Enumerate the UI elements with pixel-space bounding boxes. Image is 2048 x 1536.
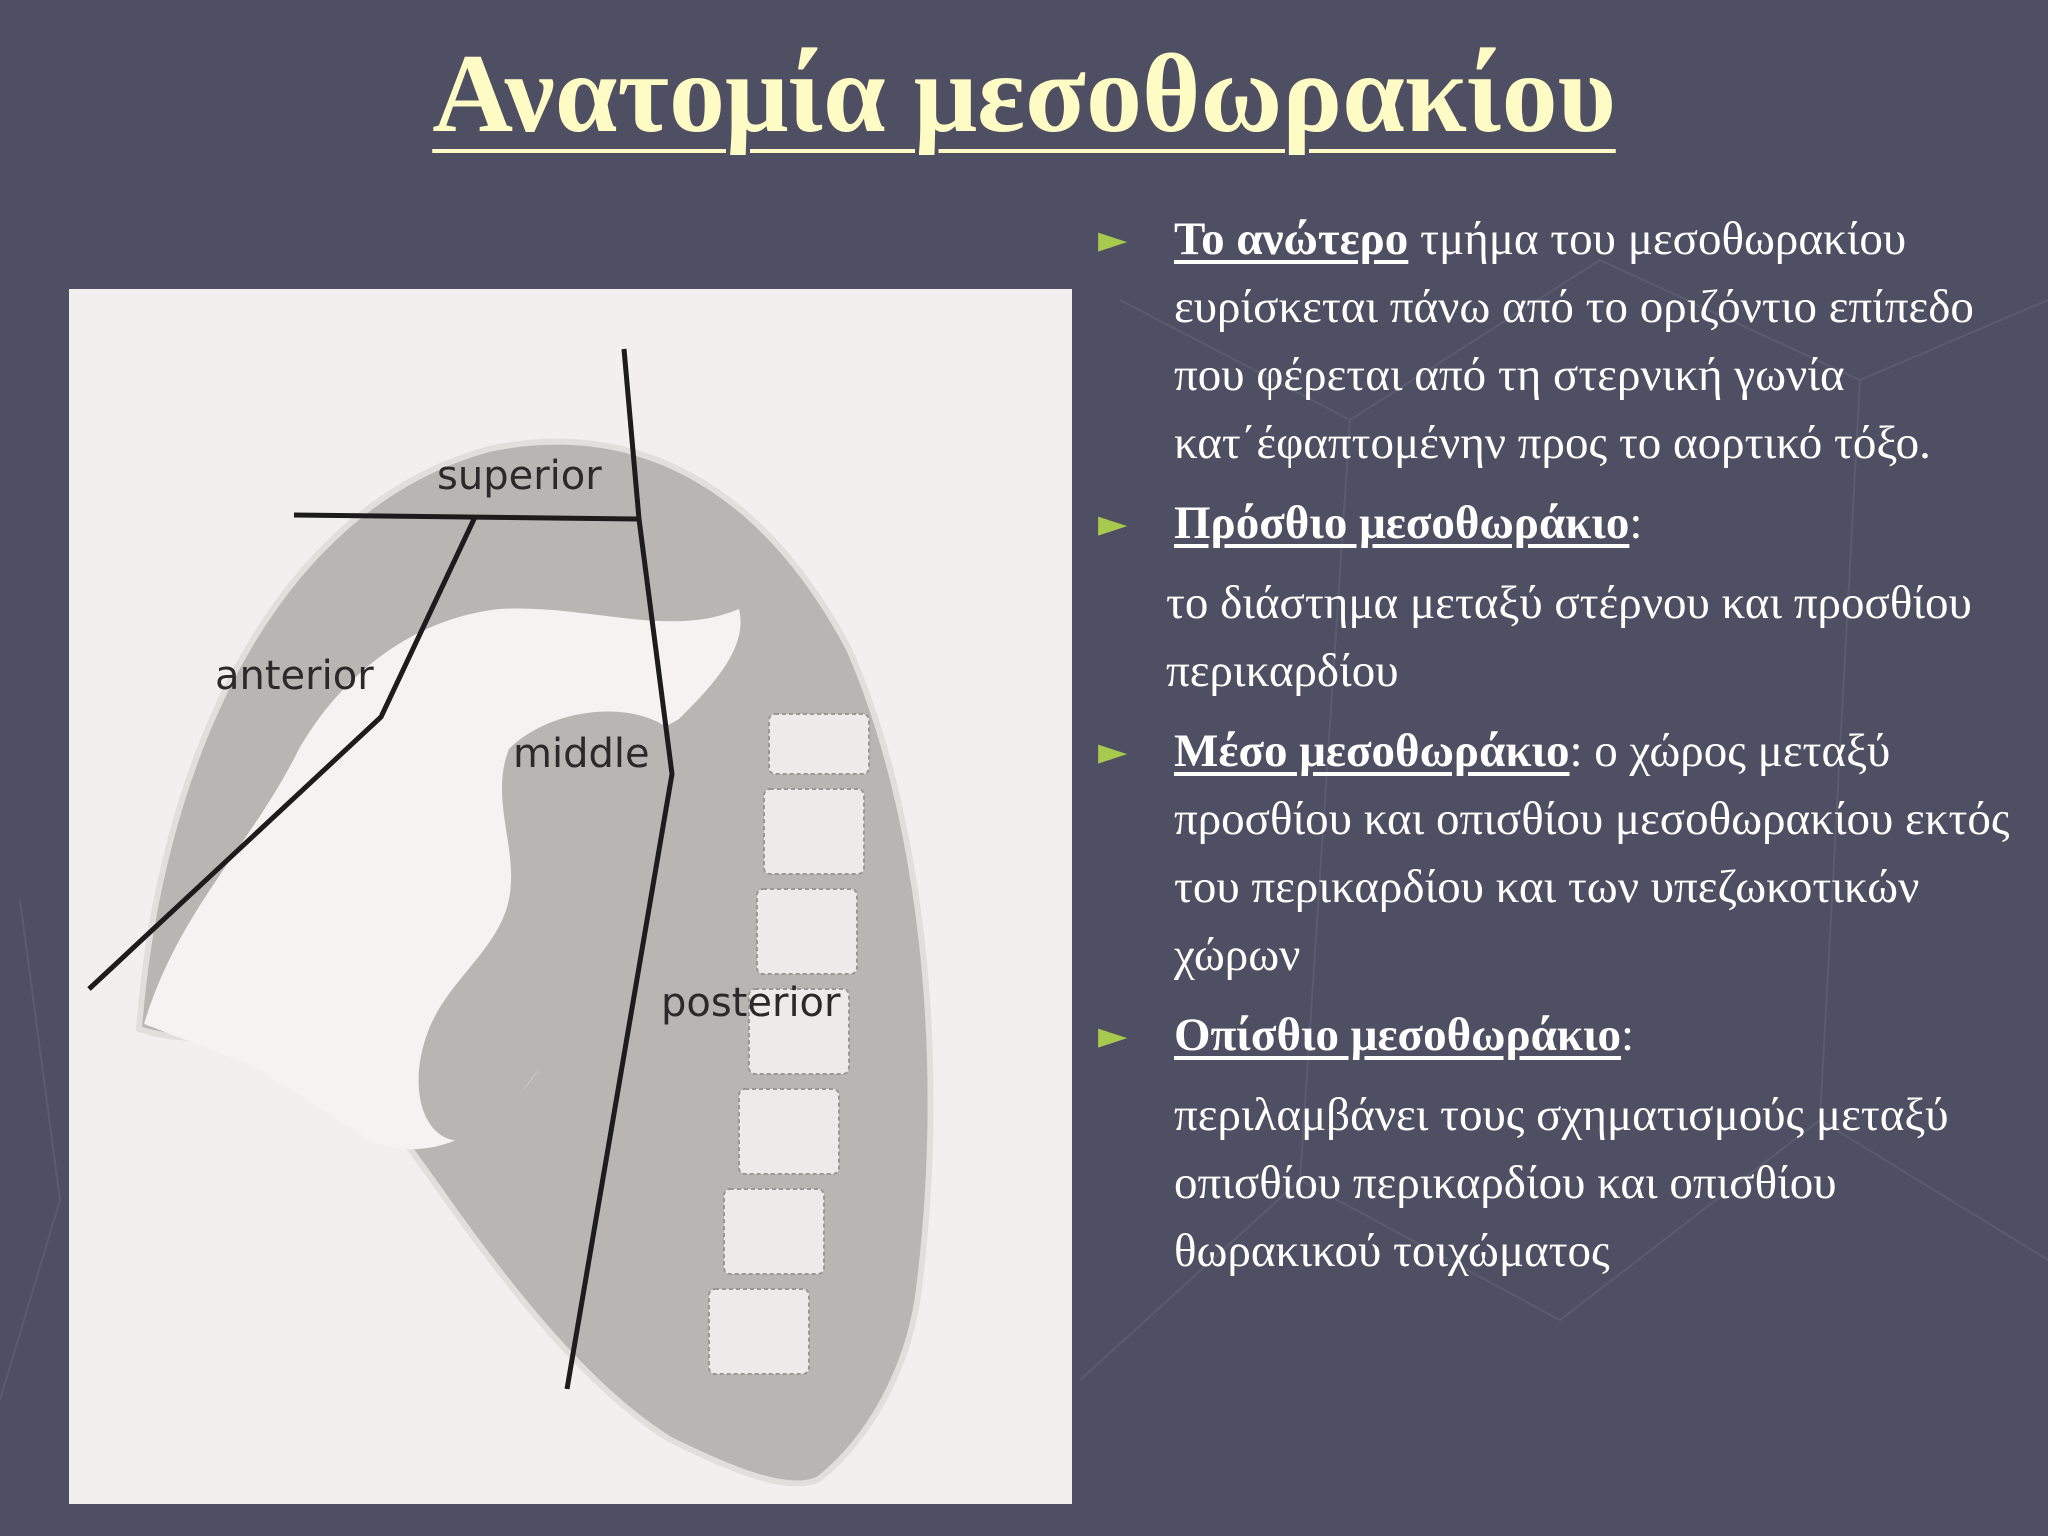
vertebra xyxy=(764,789,864,874)
mediastinum-illustration xyxy=(69,289,1072,1504)
label-middle: middle xyxy=(513,731,650,777)
slide-title: Ανατομία μεσοθωρακίου xyxy=(432,32,1616,156)
bullet-superior xyxy=(1098,205,2038,477)
bullet-sub-text: περιλαμβάνει τους σχηματισμούς μεταξύ οπισθίου περικαρδίου και οπισθίου θωρακικού τοιχώματος xyxy=(1174,1089,1949,1277)
bullet-arrow-icon: ► xyxy=(1098,501,1128,545)
vertebra xyxy=(757,889,857,974)
bullet-text: τμήμα του μεσοθωρακίου ευρίσκεται πάνω από το οριζόντιο επίπεδο που φέρεται από τη στερνική γωνία κατ΄έφαπτομένην προς το αορτικό τόξο. xyxy=(1174,213,1974,469)
bullet-posterior xyxy=(1098,1001,2038,1069)
bullet-list xyxy=(1098,205,2038,1285)
label-superior: superior xyxy=(437,453,602,499)
bullet-arrow-icon: ► xyxy=(1098,1013,1128,1057)
vertebra xyxy=(769,714,869,774)
label-posterior: posterior xyxy=(661,980,841,1026)
bullet-head: Πρόσθιο μεσοθωράκιο xyxy=(1174,497,1630,549)
vertebra xyxy=(724,1189,824,1274)
bullet-text: : xyxy=(1621,1009,1635,1061)
bullet-anterior xyxy=(1098,489,2038,557)
bullet-text: : ο χώρος μεταξύ προσθίου και οπισθίου μεσοθωρακίου εκτός του περικαρδίου και των υπεζωκοτικών χώρων xyxy=(1174,725,2010,981)
mediastinum-diagram xyxy=(69,289,1072,1504)
bullet-arrow-icon: ► xyxy=(1098,217,1128,261)
bullet-sub-text: το διάστημα μεταξύ στέρνου και προσθίου περικαρδίου xyxy=(1166,577,1972,697)
bullet-head: Το ανώτερο xyxy=(1174,213,1409,265)
vertebra xyxy=(739,1089,839,1174)
bullet-head: Οπίσθιο μεσοθωράκιο xyxy=(1174,1009,1622,1061)
bullet-head: Μέσο μεσοθωράκιο xyxy=(1174,725,1570,777)
label-anterior: anterior xyxy=(215,653,374,699)
bullet-arrow-icon: ► xyxy=(1098,729,1128,773)
bullet-text: : xyxy=(1629,497,1643,549)
bullet-middle xyxy=(1098,717,2038,989)
vertebra xyxy=(709,1289,809,1374)
